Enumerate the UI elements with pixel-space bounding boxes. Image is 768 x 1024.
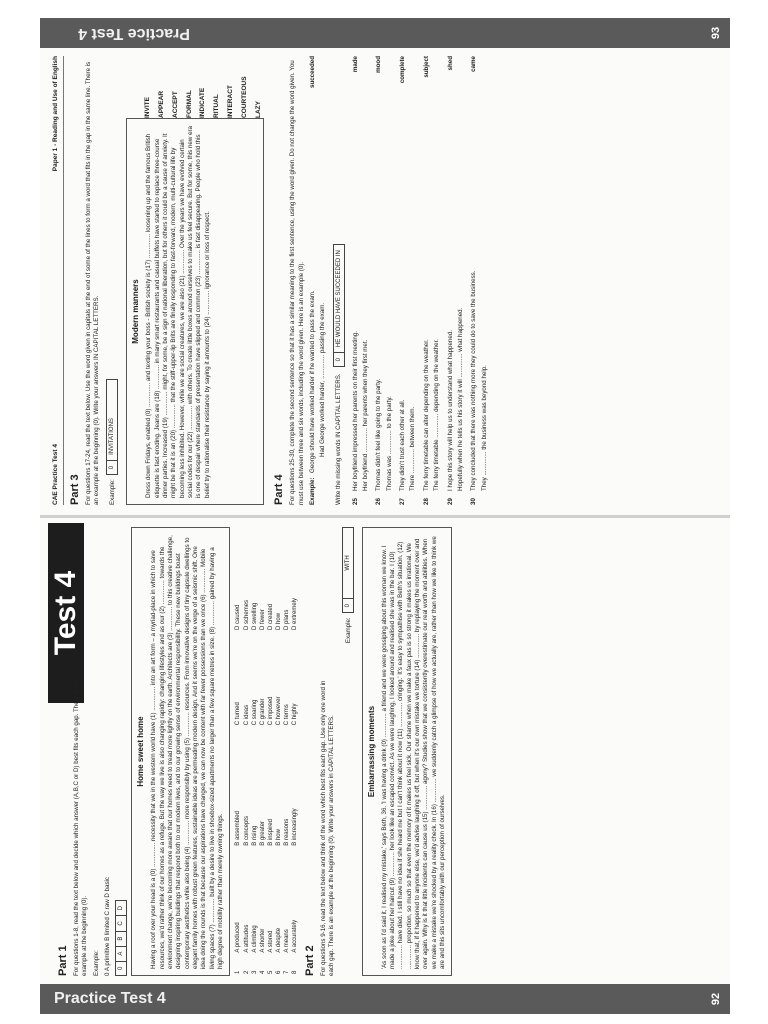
- example-num: 0: [342, 599, 353, 613]
- option-choice: A stored: [267, 930, 274, 953]
- header-left: CAE Practice Test 4: [52, 444, 59, 505]
- option-choice: B increasingly: [292, 808, 299, 846]
- left-content: [52, 527, 718, 976]
- option-number: 5: [267, 970, 274, 974]
- part1-example-grid: [115, 900, 127, 976]
- option-row: [275, 527, 283, 976]
- option-choice: C ideas: [243, 704, 250, 726]
- item-first-sentence: They didn't trust each other at all.: [399, 399, 407, 491]
- item-second-sentence[interactable]: Thomas was .............. to the party.: [385, 396, 393, 491]
- part3-box-title: Modern manners: [131, 279, 141, 344]
- transformation-item: [423, 56, 442, 505]
- option-choice: D swelling: [251, 602, 258, 630]
- test-banner: Test 4: [48, 523, 84, 703]
- part2-instructions: For questions 9-16, read the text below and think of the word which best fits each gap. Use only one word in each gap. There is an example at the beginning (0). Write your answers in CAPITAL LETTERS.: [320, 680, 336, 976]
- option-choice: C turned: [235, 702, 242, 726]
- option-choice: B inspired: [267, 819, 274, 846]
- option-number: 8: [292, 970, 299, 974]
- option-choice: D how: [275, 612, 282, 630]
- item-number: 28: [422, 498, 430, 505]
- item-first-row: [375, 56, 383, 505]
- option-choice: C terms: [283, 704, 290, 726]
- page-number: 92: [710, 992, 722, 1006]
- part4-instructions: For questions 25-30, complete the second sentence so that it has a similar meaning to the first sentence, using the word given. Do not change the word given. You must use between three and six words, including the word given. Here is an example (0).: [289, 60, 305, 505]
- part2-example-row: [340, 527, 358, 976]
- item-first-sentence: They concluded that there was nothing more they could do to save the business.: [470, 270, 478, 491]
- option-row: [283, 527, 291, 976]
- keyword: APPEAR: [158, 90, 166, 118]
- keyword: COURTEOUS: [240, 76, 248, 118]
- transformation-item: [352, 56, 371, 505]
- keyword: ACCEPT: [171, 91, 179, 118]
- option-choice: B assembled: [235, 811, 242, 846]
- transformation-item: [470, 56, 489, 505]
- option-choice: C soaring: [251, 699, 258, 726]
- option-choice: B greater: [259, 821, 266, 846]
- part2-example-grid: [342, 527, 354, 613]
- option-choice: A climbing: [251, 925, 258, 953]
- option-number: 6: [275, 970, 282, 974]
- item-number: 27: [399, 498, 407, 505]
- option-row: [267, 527, 275, 976]
- item-second-sentence[interactable]: The ferry timetable .............. depending on the weather.: [433, 338, 441, 491]
- example-sentence: George should have worked harder if he wanted to pass the exam.: [308, 290, 316, 473]
- part1-example-label: Example:: [92, 950, 100, 976]
- part4-example: [309, 56, 317, 505]
- example-cell: 0: [116, 961, 127, 975]
- option-row: [234, 527, 242, 976]
- keyword: INDICATE: [199, 87, 207, 118]
- option-choice: A accurately: [292, 919, 299, 953]
- part1-title: Part 1: [57, 945, 69, 976]
- page-number: 93: [710, 26, 722, 40]
- part4-title: Part 4: [273, 474, 286, 505]
- example-word: WITH: [342, 528, 353, 599]
- option-choice: C imposed: [267, 696, 274, 726]
- example-cell: A: [116, 946, 127, 961]
- item-keyword: mood: [375, 56, 383, 73]
- option-number: 1: [235, 970, 242, 974]
- part2-example-label: Example:: [344, 617, 352, 644]
- example-keyword: succeeded: [308, 56, 316, 88]
- option-choice: B concepts: [243, 816, 250, 846]
- header-right: Paper 1 - Reading and Use of English: [52, 56, 59, 172]
- part3-instructions: For questions 17-24, read the text below. Use the word given in capitals at the end of some of the lines to form a word that fits in the gap in the same line. There is an example at the beginning (0). Write your answers IN CAPITAL LETTERS.: [84, 61, 100, 505]
- item-keyword: shed: [446, 56, 454, 71]
- option-choice: D plans: [283, 609, 290, 630]
- part2-box-title: Embarrassing moments: [366, 705, 376, 798]
- part2-text: 'As soon as I'd said it, I realised my mistake,' says Beth, 36. 'I was having a drink (0) .............. a friend and we were gossiping about this woman we know. I made a joke about her haircut (9) .............. her look like an escaped convict. As we were laughing, I looked around and realised she was in the bar. I (10) .............. have died. I still have no idea if she heard me but I can't think about it now (11) .............. cringing.' It's easy to sympathise with Beth's situation. (12) .............. proportion, so much so that even the memory of it makes us feel sick. Our shame when we make a faux pas is so strong it makes us irrational. We know that, if it happened to anyone else, we'd advise laughing it off, but when it's our own mistake we torture (14) .............. by replaying the moment over and over again. Why is it that little incidents can cause us (15) .............. agony? Studies show that we consistently overestimate our real worth and abilities. When we make a mistake we're shocked by a reality check. In (16) .............. we suddenly catch a glimpse of how we actually are, rather than how we like to think we are and this sits uncomfortably with our perception of ourselves.: [380, 536, 447, 969]
- right-page: [40, 18, 730, 515]
- item-first-row: [352, 56, 360, 505]
- part4-items: [352, 56, 489, 505]
- part3-keywords: [122, 56, 268, 118]
- band-title: Practice Test 4: [54, 990, 166, 1007]
- option-choice: A produced: [235, 922, 242, 953]
- right-content: [52, 56, 718, 505]
- gutter: [40, 515, 730, 518]
- transformation-item: [447, 56, 466, 505]
- item-number: 26: [375, 498, 383, 505]
- option-choice: D caused: [235, 604, 242, 630]
- item-first-sentence: I hope this story will help us to understand what happened.: [446, 330, 454, 491]
- item-number: 30: [470, 498, 478, 505]
- part3-example-row: [104, 56, 122, 505]
- option-choice: C grander: [259, 698, 266, 726]
- example-cell: C: [116, 916, 127, 931]
- part2-title: Part 2: [304, 945, 317, 976]
- part1-instructions: For questions 1-8, read the text below and decide which answer (A,B,C or D) best fits each gap. There is an example at the beginning (0).: [72, 681, 89, 976]
- item-keyword: made: [351, 56, 359, 73]
- example-answer: HE WOULD HAVE SUCCEEDED IN: [333, 245, 344, 353]
- example-num: 0: [107, 460, 118, 474]
- option-number: 7: [283, 970, 290, 974]
- item-second-sentence[interactable]: Hopefully when he tells us his story it will .............. what happened.: [456, 307, 464, 491]
- page-header: [52, 56, 64, 505]
- option-number: 2: [243, 970, 250, 974]
- part1-text-box: [131, 527, 230, 976]
- part3-example-grid: [106, 379, 118, 475]
- band-title: Practice Test 4: [78, 25, 190, 42]
- option-choice: A despite: [275, 927, 282, 953]
- item-second-sentence[interactable]: There .............. between them.: [409, 406, 417, 491]
- item-first-sentence: Her boyfriend impressed her parents on their first meeting.: [351, 331, 359, 491]
- example-num: 0: [333, 353, 344, 367]
- part2-text-box: [362, 527, 453, 976]
- example-cell: D: [116, 900, 127, 915]
- part1-example-options: 0 A primitive B limited C raw D basic: [103, 876, 111, 976]
- option-number: 3: [251, 970, 258, 974]
- keyword: LAZY: [254, 101, 262, 118]
- left-side-band: [40, 984, 730, 1014]
- option-choice: B how: [275, 829, 282, 846]
- part3-text-box: [126, 118, 264, 505]
- item-number: 29: [446, 498, 454, 505]
- option-choice: C highly: [292, 703, 299, 726]
- part1-box-title: Home sweet home: [136, 716, 146, 787]
- option-row: [251, 527, 259, 976]
- option-row: [259, 527, 267, 976]
- item-first-sentence: Thomas didn't feel like going to the party.: [375, 378, 383, 491]
- part1-text: Having a roof over your head is a (0) .............. necessity that we in the western world have (1) .............. into an art form – a myriad-place in which to save resources, we'd rather think of our homes as a refuge. But the way we live is also changing rapidly: changing lifestyles and as our (2) .............. towards the environment change, we're becoming more aware that our homes need to tread more lightly on the earth. Architects are (3) .............. to this creative challenge, designing inspiring buildings that respond both to our modern lives, and to our growing sense of environmental responsibility. These new buildings boast contemporary aesthetics while also being (4) .............. more responsibly by using (5) .............. resources. From innovative designs of tiny capsule dwellings to elegant family homes with robust green features, sustainable ideas are permeating modern design. And it seems we're on the verge of a seismic shift. One idea doing the rounds is that because our aspirations have changed, we can now be content with far fewer possessions than we once (6) .............. Mobile living spaces (7) .............. built by a desire to live in shoebox-sized apartments no larger than a few square metres in size. (8) .............. gained by having a high degree of mobility rather than merely owning things.: [150, 535, 225, 969]
- item-second-sentence[interactable]: Her boyfriend .............. her parents when they first met.: [362, 339, 370, 491]
- keyword: INVITE: [144, 97, 152, 118]
- option-choice: D created: [267, 603, 274, 630]
- example-cell: B: [116, 931, 127, 946]
- left-page: [40, 517, 730, 1014]
- part3-text: Dress down Fridays, enabled (0) .............. and texting your boss - British society is (17) .............. loosening up and the famous British etiquette is fast eroding. Jeans are (18) .............. in many smart restaurants and casual buffets have started to replace three-course dinner parties. Increased (19) .............. might, for some, be a sign of national liberation, but for others it could be a cause of anxiety. It might be that it is an (20) .............. that the stiff-upper-lip Brits are finally responding to fast-forward, modern, multi-cultural life by becoming less inhibited. However, while we are social creatures, we are also (21) .............. Over the years we have evolved certain social codes for our (22) .............. with others. To create little boxes around ourselves to make us feel secure. But for some, this new era is one of despair where standards of presentation have slipped and common (23) .............. is fast disappearing. People who hold this belief try to rationalise their resistance by saying it amounts to (24) .............. ignorance or loss of respect.: [145, 126, 211, 498]
- part3-example-label: Example:: [109, 479, 117, 505]
- item-keyword: subject: [422, 56, 430, 78]
- answer-instruction: Write the missing words IN CAPITAL LETTERS.: [335, 373, 343, 505]
- part1-options-table: [234, 527, 299, 976]
- item-keyword: came: [470, 56, 478, 72]
- transformation-item: [375, 56, 394, 505]
- keyword: FORMAL: [185, 90, 193, 118]
- item-first-row: [447, 56, 455, 505]
- option-choice: C however: [275, 696, 282, 726]
- item-first-row: [423, 56, 431, 505]
- example-second: Had George worked harder, .............. passing the exam.: [319, 302, 327, 457]
- part4-answer-grid: [333, 244, 345, 367]
- transformation-item: [399, 56, 418, 505]
- option-choice: D fewer: [259, 609, 266, 630]
- part3-title: Part 3: [68, 474, 81, 505]
- keyword: RITUAL: [213, 94, 221, 118]
- part4-answer-row: [331, 56, 349, 505]
- item-first-sentence: The ferry timetable can alter depending on the weather.: [422, 339, 430, 491]
- example-word: INVITATIONS: [107, 379, 118, 460]
- option-choice: D schemes: [243, 599, 250, 630]
- option-choice: A shorter: [259, 928, 266, 953]
- option-choice: B reasons: [283, 818, 290, 846]
- item-first-row: [399, 56, 407, 505]
- option-choice: A attitudes: [243, 924, 250, 953]
- item-keyword: complete: [399, 56, 407, 84]
- item-second-sentence[interactable]: They .............. the business was beyond help.: [480, 365, 488, 491]
- item-first-row: [470, 56, 478, 505]
- item-number: 25: [351, 498, 359, 505]
- keyword: INTERACT: [227, 85, 235, 118]
- option-row: [291, 527, 299, 976]
- option-number: 4: [259, 970, 266, 974]
- option-choice: D extremely: [292, 597, 299, 630]
- example-label: Example:: [308, 477, 316, 505]
- option-choice: A means: [283, 929, 290, 953]
- option-choice: B rising: [251, 825, 258, 846]
- option-row: [243, 527, 251, 976]
- part3-wrap: [122, 56, 268, 505]
- right-side-band: [40, 18, 730, 48]
